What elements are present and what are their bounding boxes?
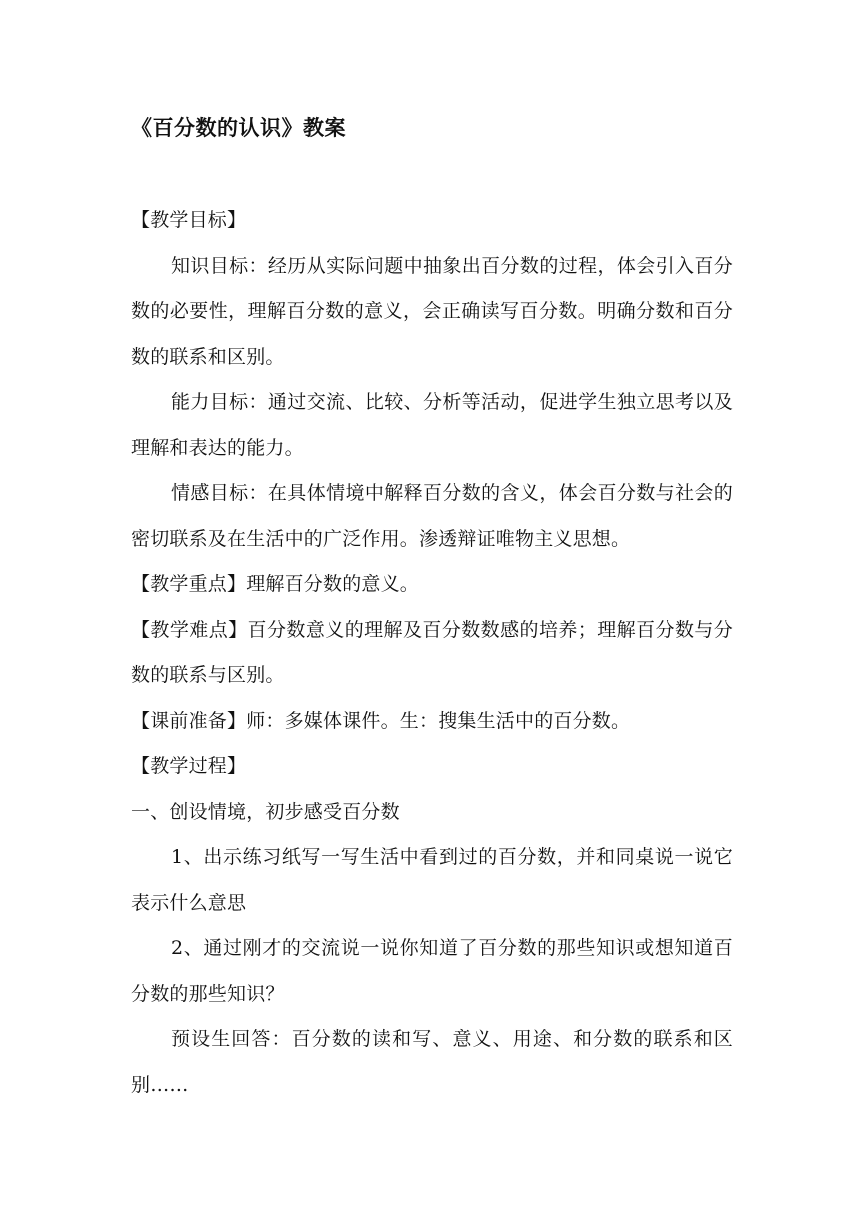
step-2-paragraph: 2、通过刚才的交流说一说你知道了百分数的那些知识或想知道百分数的那些知识？ — [131, 937, 733, 1005]
section-one-heading: 一、创设情境，初步感受百分数 — [131, 800, 400, 823]
expected-answer-paragraph: 预设生回答：百分数的读和写、意义、用途、和分数的联系和区别…… — [131, 1028, 733, 1096]
preparation-paragraph: 【课前准备】师：多媒体课件。生：搜集生活中的百分数。 — [131, 709, 631, 732]
objectives-heading: 【教学目标】 — [131, 209, 247, 231]
knowledge-goal-paragraph: 知识目标：经历从实际问题中抽象出百分数的过程，体会引入百分数的必要性，理解百分数的意义，会正确读写百分数。明确分数和百分数的联系和区别。 — [131, 254, 733, 368]
document-title: 《百分数的认识》教案 — [131, 116, 346, 140]
step-1-paragraph: 1、出示练习纸写一写生活中看到过的百分数，并和同桌说一说它表示什么意思 — [131, 846, 733, 914]
key-point-paragraph: 【教学重点】理解百分数的意义。 — [131, 573, 420, 595]
document-body — [131, 198, 733, 1108]
process-heading: 【教学过程】 — [131, 755, 247, 777]
emotion-goal-paragraph: 情感目标：在具体情境中解释百分数的含义，体会百分数与社会的密切联系及在生活中的广泛作用。渗透辩证唯物主义思想。 — [131, 482, 733, 550]
difficulty-paragraph: 【教学难点】百分数意义的理解及百分数数感的培养；理解百分数与分数的联系与区别。 — [131, 618, 733, 686]
ability-goal-paragraph: 能力目标：通过交流、比较、分析等活动，促进学生独立思考以及理解和表达的能力。 — [131, 391, 733, 459]
